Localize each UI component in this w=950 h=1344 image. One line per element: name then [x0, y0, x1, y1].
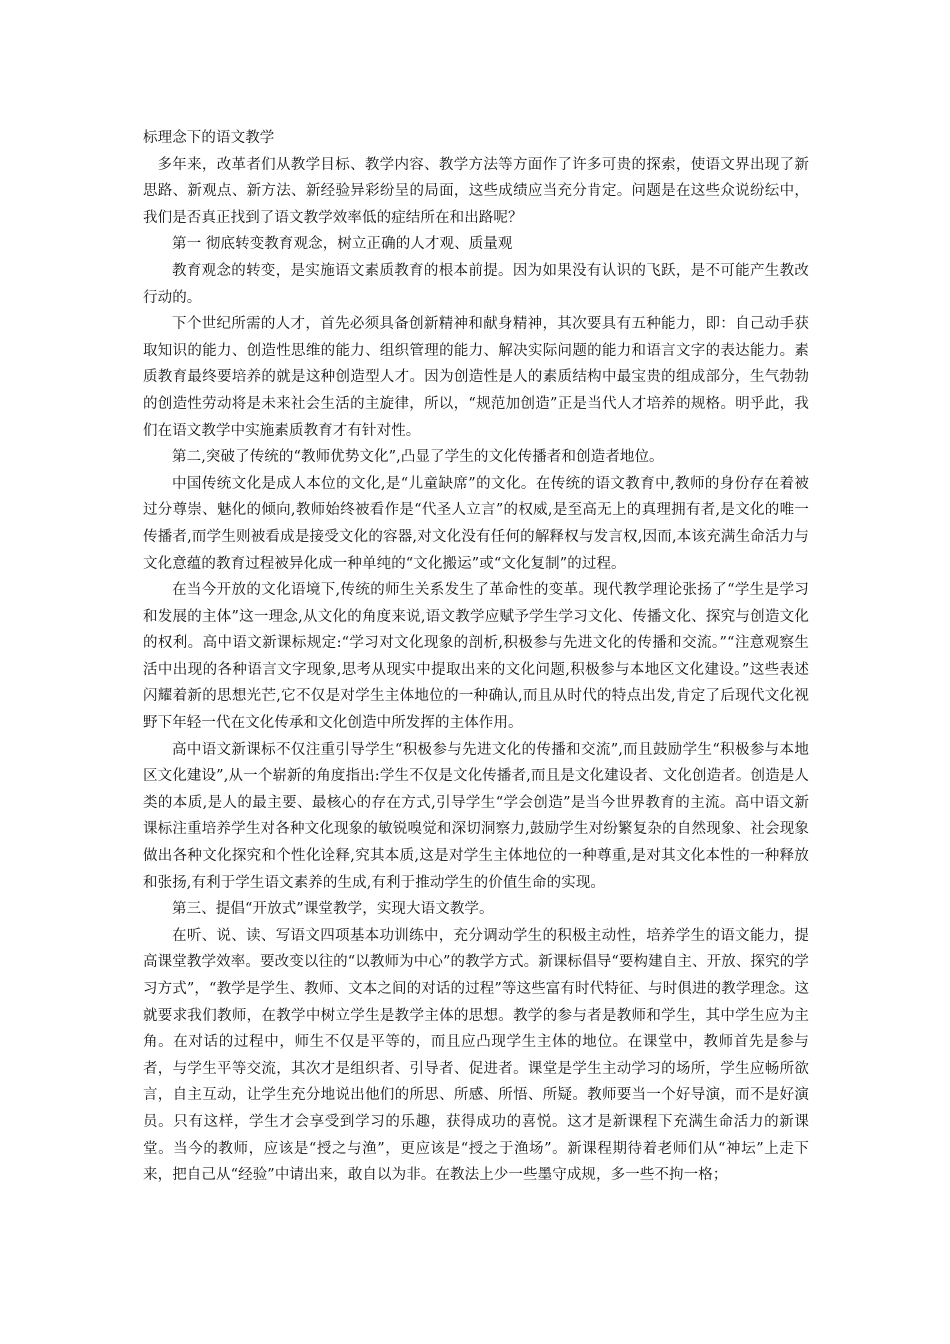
section-heading-2: 第二,突破了传统的“教师优势文化”,凸显了学生的文化传播者和创造者地位。 [172, 449, 664, 466]
paragraph-intro: 多年来，改革者们从教学目标、教学内容、教学方法等方面作了许多可贵的探索，使语文界出现了新思路、新观点、新方法、新经验异彩纷呈的局面，这些成绩应当充分肯定。问题是在这些众说纷纭中，我们是否真正找到了语文教学效率低的症结所在和出路呢？ [143, 156, 809, 226]
paragraph: 在当今开放的文化语境下,传统的师生关系发生了革命性的变革。现代教学理论张扬了“学生是学习和发展的主体”这一理念,从文化的角度来说,语文教学应赋予学生学习文化、传播文化、探究与创造文化的权利。高中语文新课标规定:“学习对文化现象的剖析,积极参与先进文化的传播和交流。”“注意观察生活中出现的各种语言文字现象,思考从现实中提取出来的文化问题,积极参与本地区文化建设。”这些表述闪耀着新的思想光芒,它不仅是对学生主体地位的一种确认,而且从时代的特点出发,肯定了后现代文化视野下年轻一代在文化传承和文化创造中所发挥的主体作用。 [143, 582, 809, 732]
section-heading-3: 第三、提倡“开放式”课堂教学，实现大语文教学。 [172, 901, 494, 918]
paragraph: 教育观念的转变，是实施语文素质教育的根本前提。因为如果没有认识的飞跃，是不可能产生教改行动的。 [143, 262, 809, 306]
section-heading-1: 第一 彻底转变教育观念，树立正确的人才观、质量观 [172, 236, 513, 253]
paragraph: 在听、说、读、写语文四项基本功训练中，充分调动学生的积极主动性，培养学生的语文能力，提高课堂教学效率。要改变以往的“以教师为中心”的教学方式。新课标倡导“要构建自主、开放、探究的学习方式”，“教学是学生、教师、文本之间的对话的过程”等这些富有时代特征、与时俱进的教学理念。这就要求我们教师，在教学中树立学生是教学主体的思想。教学的参与者是教师和学生，其中学生应为主角。在对话的过程中，师生不仅是平等的，而且应凸现学生主体的地位。在课堂中，教师首先是参与者，与学生平等交流，其次才是组织者、引导者、促进者。课堂是学生主动学习的场所，学生应畅所欲言，自主互动，让学生充分地说出他们的所思、所感、所悟、所疑。教师要当一个好导演，而不是好演员。只有这样，学生才会享受到学习的乐趣，获得成功的喜悦。这才是新课程下充满生命活力的新课堂。当今的教师，应该是“授之与渔”，更应该是“授之于渔场”。新课程期待着老师们从“神坛”上走下来，把自己从“经验”中请出来，敢自以为非。在教法上少一些墨守成规，多一些不拘一格； [143, 927, 809, 1184]
paragraph: 中国传统文化是成人本位的文化,是“儿童缺席”的文化。在传统的语文教育中,教师的身份存在着被过分尊崇、魅化的倾向,教师始终被看作是“代圣人立言”的权威,是至高无上的真理拥有者,是文化的唯一传播者,而学生则被看成是接受文化的容器,对文化没有任何的解释权与发言权,因而,本该充满生命活力与文化意蕴的教育过程被异化成一种单纯的“文化搬运”或“文化复制”的过程。 [143, 475, 809, 572]
paragraph: 下个世纪所需的人才，首先必须具备创新精神和献身精神，其次要具有五种能力，即：自己动手获取知识的能力、创造性思维的能力、组织管理的能力、解决实际问题的能力和语言文字的表达能力。素质教育最终要培养的就是这种创造型人才。因为创造性是人的素质结构中最宝贵的组成部分，生气勃勃的创造性劳动将是未来社会生活的主旋律，所以，“规范加创造”正是当代人才培养的规格。明乎此，我们在语文教学中实施素质教育才有针对性。 [143, 316, 809, 439]
paragraph: 高中语文新课标不仅注重引导学生“积极参与先进文化的传播和交流”,而且鼓励学生“积极参与本地区文化建设”,从一个崭新的角度指出:学生不仅是文化传播者,而且是文化建设者、文化创造者。创造是人类的本质,是人的最主要、最核心的存在方式,引导学生“学会创造”是当今世界教育的主流。高中语文新课标注重培养学生对各种文化现象的敏锐嗅觉和深切洞察力,鼓励学生对纷繁复杂的自然现象、社会现象做出各种文化探究和个性化诠释,究其本质,这是对学生主体地位的一种尊重,是对其文化本性的一种释放和张扬,有利于学生语文素养的生成,有利于推动学生的价值生命的实现。 [143, 741, 809, 891]
document-title: 标理念下的语文教学 [143, 130, 275, 146]
document-body [143, 125, 809, 1189]
